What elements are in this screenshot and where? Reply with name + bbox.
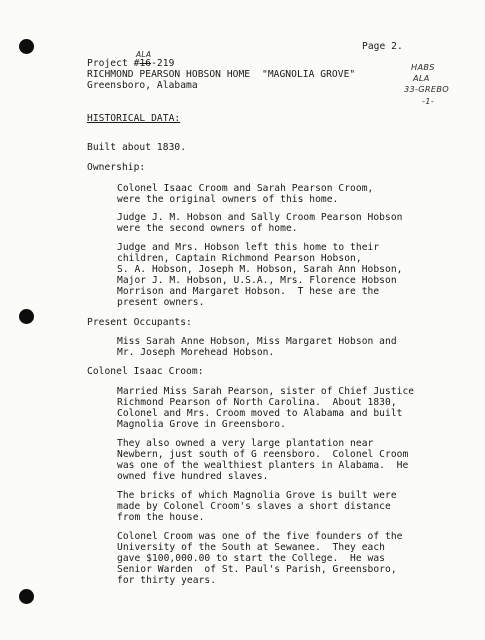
ownership-p3-line: Morrison and Margaret Hobson. T hese are the [117, 286, 380, 297]
occupants-heading: Present Occupants: [87, 317, 192, 328]
habs-annotation-line2: ALA [413, 73, 430, 83]
building-name: RICHMOND PEARSON HOBSON HOME [87, 69, 251, 80]
punch-hole-middle [19, 309, 34, 324]
punch-hole-bottom [19, 589, 34, 604]
project-struck-number: 16 [139, 58, 152, 69]
habs-annotation-line4: -1- [422, 96, 435, 106]
project-number [87, 59, 174, 69]
croom-p4-line: University of the South at Sewanee. They each [117, 542, 385, 553]
ownership-p3-line: S. A. Hobson, Joseph M. Hobson, Sarah Ann Hobson, [117, 264, 403, 275]
ownership-p1-line: Colonel Isaac Croom and Sarah Pearson Croom, [117, 183, 374, 194]
croom-p4-line: gave $100,000.00 to start the College. He was [117, 553, 385, 564]
ownership-p3-line: present owners. [117, 297, 205, 308]
croom-heading: Colonel Isaac Croom: [87, 366, 204, 377]
habs-annotation-line3: 33-GREBO [404, 84, 450, 94]
croom-p2-line: Newbern, just south of G reensboro. Colonel Croom [117, 449, 409, 460]
project-suffix: -219 [151, 58, 175, 69]
section-title: HISTORICAL DATA: [87, 113, 181, 124]
built-date: Built about 1830. [87, 142, 187, 153]
ownership-p3-line: children, Captain Richmond Pearson Hobson, [117, 253, 362, 264]
ownership-heading: Ownership: [87, 162, 146, 173]
ownership-p1-line: were the original owners of this home. [117, 194, 339, 205]
croom-p2-line: owned five hundred slaves. [117, 471, 269, 482]
croom-p1-line: Married Miss Sarah Pearson, sister of Chief Justice [117, 386, 415, 397]
project-correction: ALA [136, 50, 152, 59]
habs-annotation-line1: HABS [411, 62, 435, 72]
punch-hole-top [19, 39, 34, 54]
croom-p4-line: Senior Warden of St. Paul's Parish, Greensboro, [117, 564, 397, 575]
ownership-p2-line: Judge J. M. Hobson and Sally Croom Pearson Hobson [117, 212, 403, 223]
ownership-p3-line: Major J. M. Hobson, U.S.A., Mrs. Florence Hobson [117, 275, 397, 286]
croom-p4-line: Colonel Croom was one of the five founders of the [117, 531, 403, 542]
croom-p3-line: The bricks of which Magnolia Grove is built were [117, 490, 397, 501]
occupants-line: Mr. Joseph Morehead Hobson. [117, 347, 275, 358]
croom-p3-line: from the house. [117, 512, 205, 523]
croom-p3-line: made by Colonel Croom's slaves a short distance [117, 501, 391, 512]
occupants-line: Miss Sarah Anne Hobson, Miss Margaret Hobson and [117, 336, 397, 347]
croom-p1-line: Colonel and Mrs. Croom moved to Alabama and built [117, 408, 403, 419]
ownership-p2-line: were the second owners of home. [117, 223, 298, 234]
croom-p4-line: for thirty years. [117, 575, 217, 586]
croom-p1-line: Richmond Pearson of North Carolina. About 1830, [117, 397, 397, 408]
project-prefix: Project # [87, 58, 140, 69]
croom-p1-line: Magnolia Grove in Greensboro. [117, 419, 286, 430]
building-location: Greensboro, Alabama [87, 80, 198, 91]
page-number: Page 2. [362, 41, 403, 52]
building-alt-name: "MAGNOLIA GROVE" [262, 69, 356, 80]
croom-p2-line: They also owned a very large plantation near [117, 438, 374, 449]
croom-p2-line: was one of the wealthiest planters in Alabama. He [117, 460, 409, 471]
ownership-p3-line: Judge and Mrs. Hobson left this home to their [117, 242, 380, 253]
